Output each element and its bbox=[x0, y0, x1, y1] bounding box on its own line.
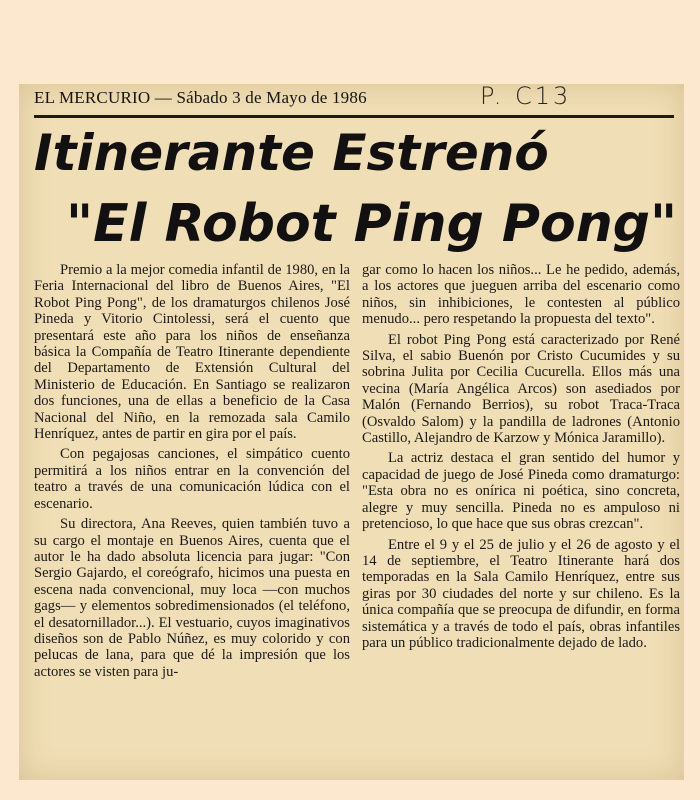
paragraph: Entre el 9 y el 25 de julio y el 26 de agosto y el 14 de septiembre, el Teatro Itinerante hará dos temporadas en la Sala Camilo Henríquez, entre sus giras por 30 ciudades del norte y sur chileno. Es la única compañía que se preocupa de difundir, en forma sistemática y a través de todo el país, obras infantiles para un público tradicionalmente dejado de lado. bbox=[362, 536, 680, 651]
paragraph: gar como lo hacen los niños... Le he pedido, además, a los actores que jueguen arriba del escenario como niños, sin inhibiciones, le contesten al público menudo... pero respetando la propuesta del texto". bbox=[362, 262, 680, 328]
article-column-right bbox=[362, 262, 680, 655]
masthead-rule bbox=[34, 115, 674, 118]
paragraph: La actriz destaca el gran sentido del humor y capacidad de juego de José Pineda como dramaturgo: "Esta obra no es onírica ni poética, sino concreta, alegre y muy sencilla. Pineda no es ampuloso ni pretencioso, lo que hace que sus obras crezcan". bbox=[362, 450, 680, 533]
masthead-separator: — bbox=[154, 88, 172, 107]
headline-line-2: "El Robot Ping Pong" bbox=[66, 194, 678, 254]
article-column-left bbox=[34, 262, 350, 684]
paragraph: El robot Ping Pong está caracterizado por René Silva, el sabio Buenón por Cristo Cucumides y su sobrina Julita por Cecilia Cucurella. Ellos más una vecina (María Angélica Arcos) son asediados por Malón (Fernando Berrios), su robot Traca-Traca (Osvaldo Salom) y la pandilla de ladrones (Antonio Castillo, Alejandro de Karzow y Mónica Jaramillo). bbox=[362, 331, 680, 447]
paragraph: Premio a la mejor comedia infantil de 1980, en la Feria Internacional del libro de Buenos Aires, "El Robot Ping Pong", de los dramaturgos chilenos José Pineda y Vitorio Cintolessi, será el cuento que presentará este año para los niños de enseñanza básica la Compañía de Teatro Itinerante dependiente del Departamento de Extensión Cultural del Ministerio de Educación. En Santiago se realizaron dos funciones, una de ellas a beneficio de la Casa Nacional del Niño, en la remozada sala Camilo Henríquez, antes de partir en gira por el país. bbox=[34, 262, 350, 443]
publication-date: Sábado 3 de Mayo de 1986 bbox=[176, 88, 367, 107]
handwritten-page-note: P. C13 bbox=[480, 82, 572, 110]
paragraph: Con pegajosas canciones, el simpático cuento permitirá a los niños entrar en la convención del teatro a través de una comunicación lúdica con el escenario. bbox=[34, 446, 350, 512]
headline-line-1: Itinerante Estrenó bbox=[34, 124, 549, 182]
masthead bbox=[34, 88, 434, 116]
paragraph: Su directora, Ana Reeves, quien también tuvo a su cargo el montaje en Buenos Aires, cuenta que el autor le ha dado absoluta licencia para jugar: "Con Sergio Gajardo, el coreógrafo, hicimos una puesta en escena nada convencional, muy loca —con muchos gags— y elementos sobredimensionados (el teléfono, el desatornillador...). El vestuario, cuyos imaginativos diseños son de Pablo Núñez, es muy colorido y con pelucas de lana, para que dé la impresión que los actores se visten para ju- bbox=[34, 516, 350, 680]
newspaper-name: EL MERCURIO bbox=[34, 88, 151, 107]
